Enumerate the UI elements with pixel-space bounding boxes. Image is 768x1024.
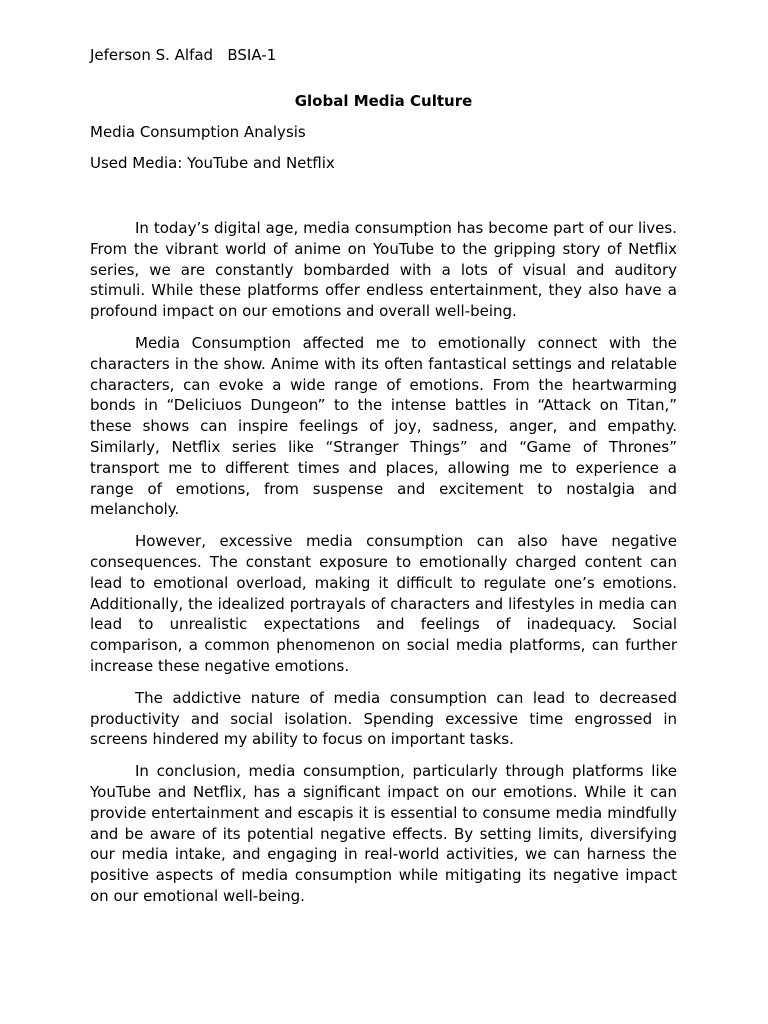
paragraph-negative-consequences: However, excessive media consumption can also have negative consequences. The constant exposure to emotionally charged content can lead to emotional overload, making it difficult to regulate one’s emotions. Additionally, the idealized portrayals of characters and lifestyles in media can lead to unrealistic expectations and feelings of inadequacy. Social comparison, a common phenomenon on social media platforms, can further increase these negative emotions. <box>90 532 677 675</box>
paragraph-emotional-connection: Media Consumption affected me to emotionally connect with the characters in the show. Anime with its often fantastical settings and relatable characters, can evoke a wide range of emotions. From the heartwarming bonds in “Deliciuos Dungeon” to the intense battles in “Attack on Titan,” these shows can inspire feelings of joy, sadness, anger, and empathy. Similarly, Netflix series like “Stranger Things” and “Game of Thrones” transport me to different times and places, allowing me to experience a range of emotions, from suspense and excitement to nostalgia and melancholy. <box>90 333 677 519</box>
document-title: Global Media Culture <box>294 92 473 110</box>
author-line: Jeferson S. Alfad BSIA-1 <box>90 46 277 64</box>
paragraph-conclusion: In conclusion, media consumption, particularly through platforms like YouTube and Netflix, has a significant impact on our emotions. While it can provide entertainment and escapis it is essential to consume media mindfully and be aware of its potential negative effects. By setting limits, diversifying our media intake, and engaging in real-world activities, we can harness the positive aspects of media consumption while mitigating its negative impact on our emotional well-being. <box>90 762 677 905</box>
document-subtitle: Media Consumption Analysis <box>90 123 306 141</box>
essay-body <box>90 218 677 907</box>
document-page <box>90 44 677 918</box>
paragraph-introduction: In today’s digital age, media consumption has become part of our lives. From the vibrant world of anime on YouTube to the gripping story of Netflix series, we are constantly bombarded with a lots of visual and auditory stimuli. While these platforms offer endless entertainment, they also have a profound impact on our emotions and overall well-being. <box>90 219 677 321</box>
paragraph-addictive-nature: The addictive nature of media consumption can lead to decreased productivity and social isolation. Spending excessive time engrossed in screens hindered my ability to focus on important tasks. <box>90 688 677 749</box>
used-media-line: Used Media: YouTube and Netflix <box>90 154 335 172</box>
